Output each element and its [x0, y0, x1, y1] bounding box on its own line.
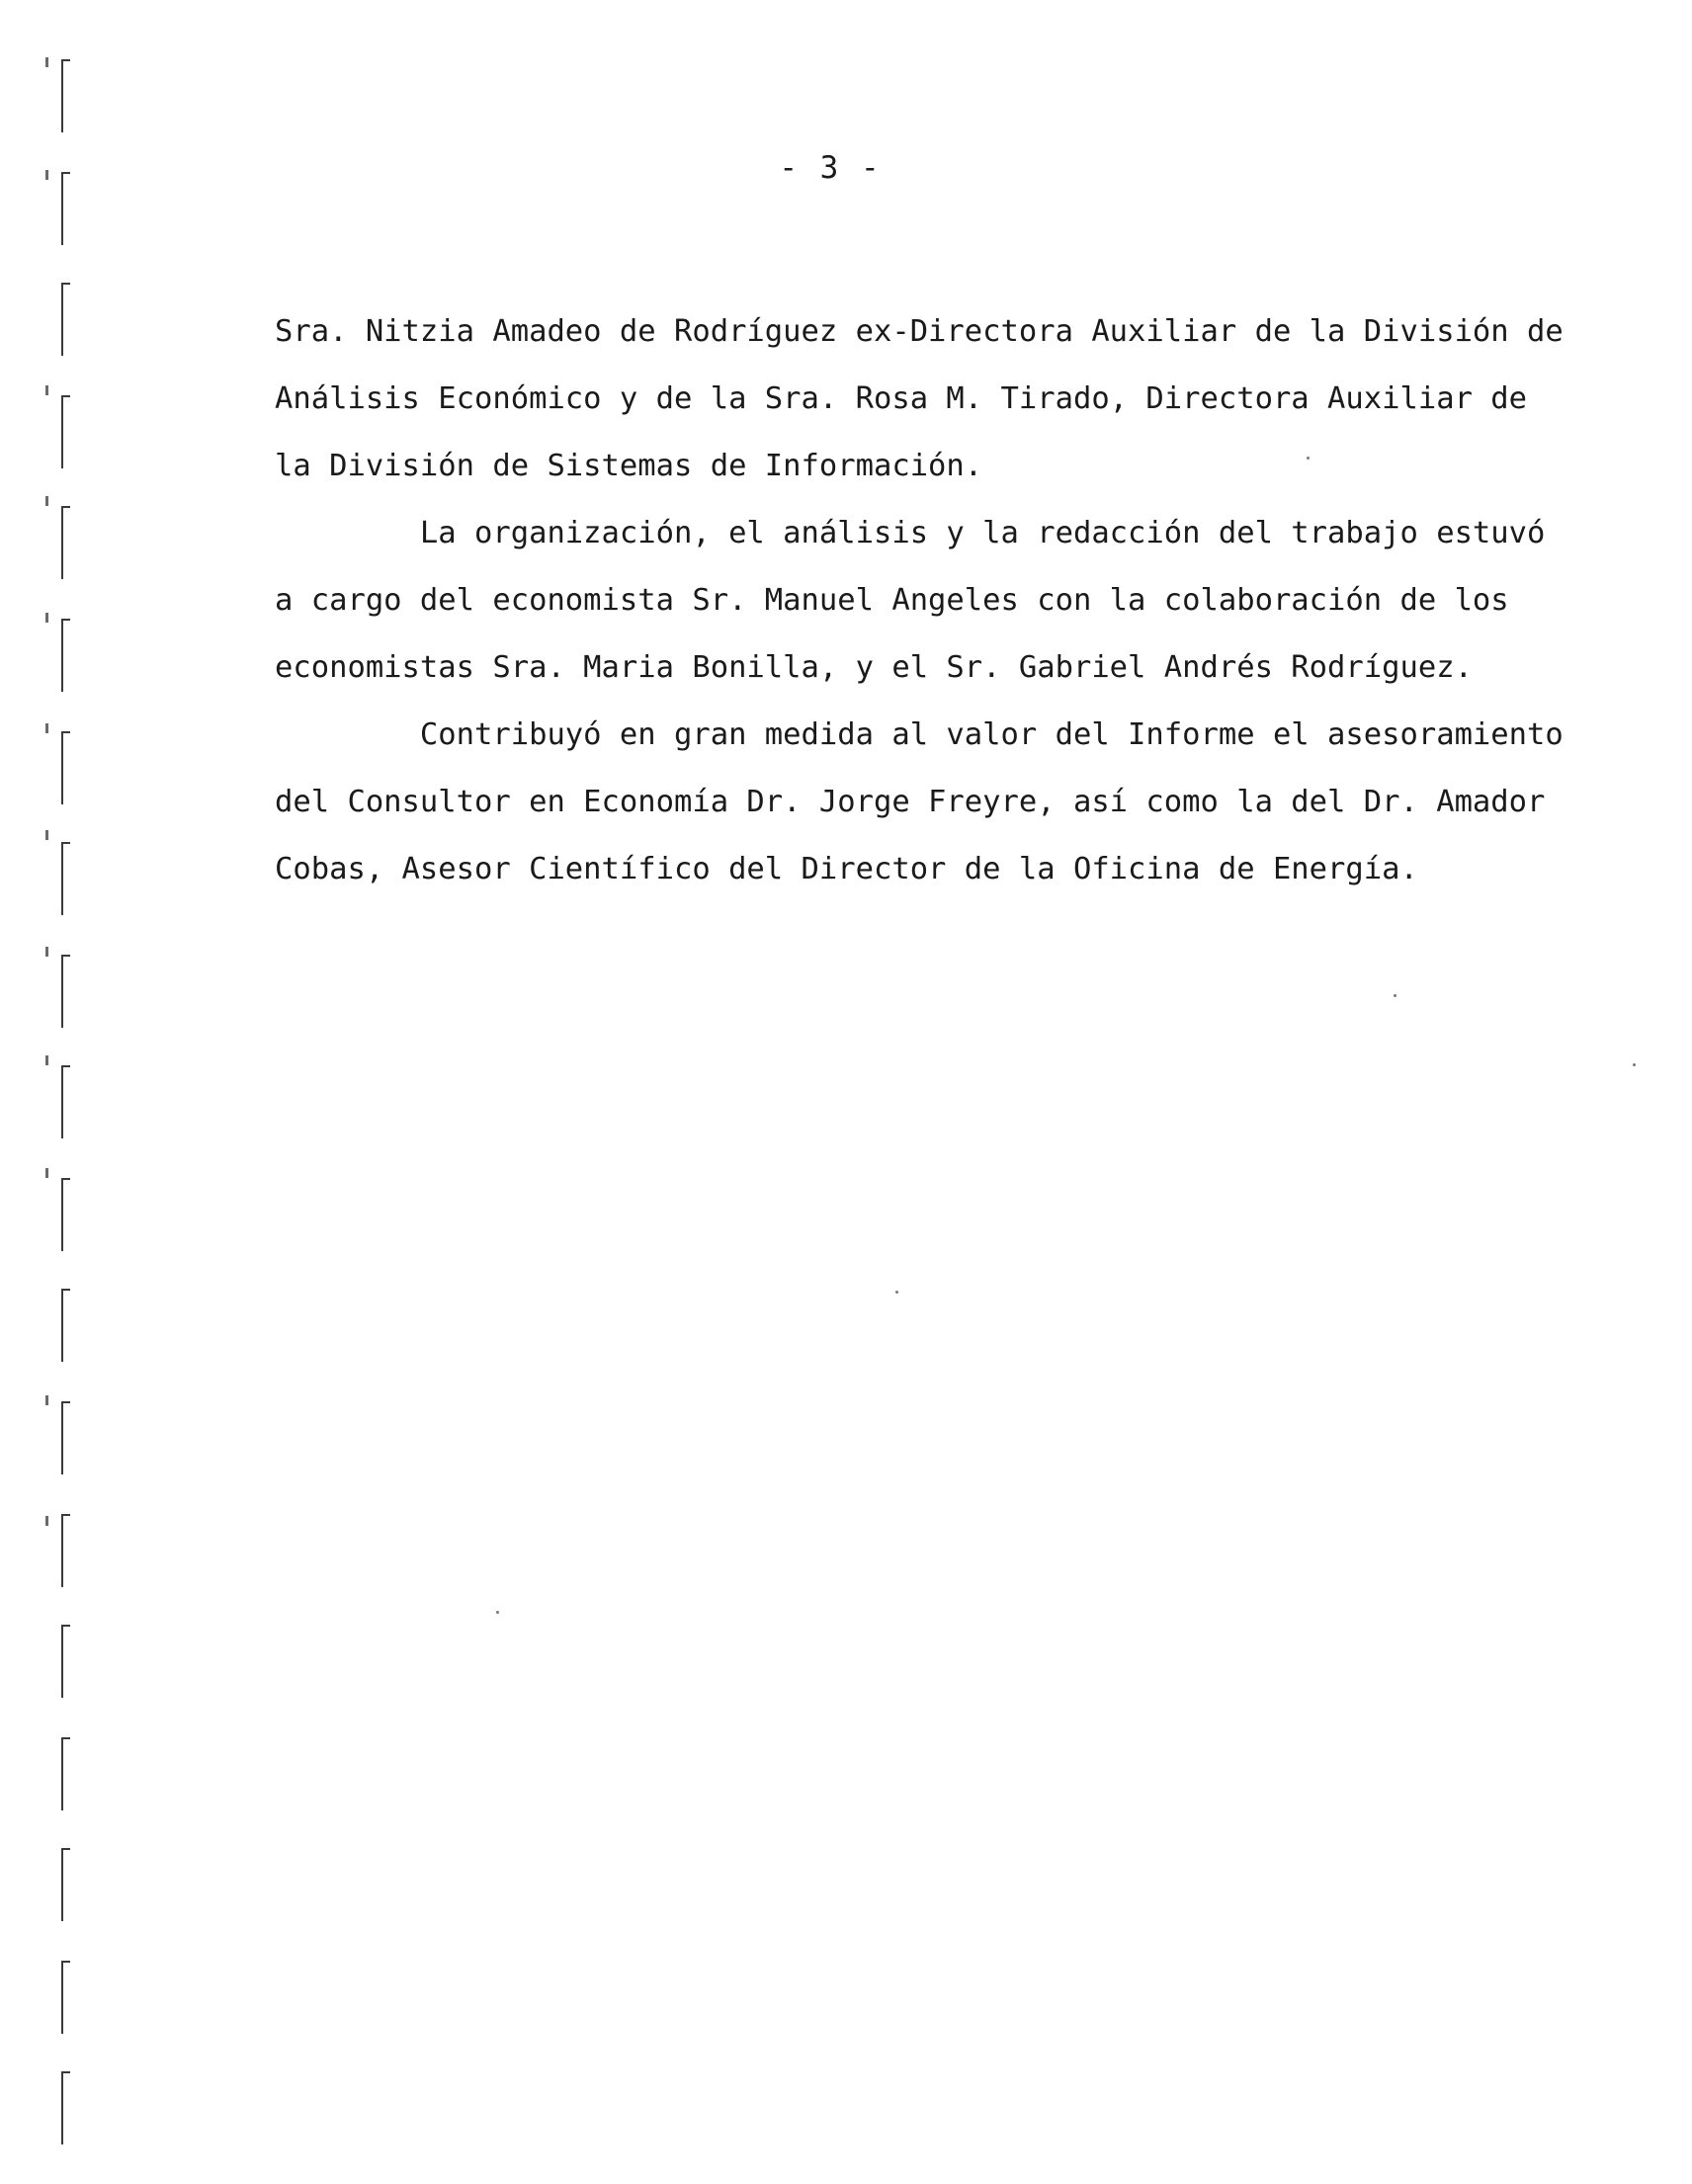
binding-mark	[61, 1848, 70, 1921]
text-line: Cobas, Asesor Científico del Director de la Oficina de Energía.	[275, 852, 1418, 886]
binding-mark	[61, 2071, 70, 2144]
binding-dot	[45, 613, 48, 623]
binding-dot	[45, 830, 48, 840]
body-text	[275, 298, 1564, 903]
binding-mark	[61, 842, 70, 915]
text-line: economistas Sra. Maria Bonilla, y el Sr. Gabriel Andrés Rodríguez.	[275, 650, 1473, 685]
scan-speck	[496, 1611, 499, 1614]
binding-mark	[61, 1961, 70, 2034]
binding-dot	[45, 1395, 48, 1405]
text-line: Análisis Económico y de la Sra. Rosa M. Tirado, Directora Auxiliar de	[275, 381, 1528, 416]
binding-edge-marks	[40, 49, 79, 2144]
binding-mark	[61, 1737, 70, 1810]
scan-speck	[895, 1291, 898, 1294]
binding-dot	[45, 723, 48, 733]
binding-mark	[61, 1514, 70, 1587]
binding-dot	[45, 1055, 48, 1065]
binding-mark	[61, 506, 70, 579]
scan-speck	[1394, 994, 1396, 997]
text-line: la División de Sistemas de Información.	[275, 449, 983, 483]
binding-dot	[45, 1168, 48, 1178]
scan-speck	[1633, 1063, 1636, 1066]
binding-mark	[61, 731, 70, 804]
binding-mark	[61, 619, 70, 692]
binding-mark	[61, 1065, 70, 1138]
binding-dot	[45, 1516, 48, 1526]
binding-mark	[61, 59, 70, 132]
binding-mark	[61, 1178, 70, 1251]
binding-dot	[45, 57, 48, 67]
binding-mark	[61, 1401, 70, 1474]
binding-mark	[61, 1289, 70, 1362]
binding-dot	[45, 385, 48, 395]
binding-mark	[61, 395, 70, 468]
text-line: del Consultor en Economía Dr. Jorge Freyre, así como la del Dr. Amador	[275, 785, 1546, 819]
binding-dot	[45, 947, 48, 957]
text-line: a cargo del economista Sr. Manuel Angeles con la colaboración de los	[275, 583, 1509, 618]
binding-dot	[45, 496, 48, 506]
binding-mark	[61, 955, 70, 1028]
text-line: Sra. Nitzia Amadeo de Rodríguez ex-Directora Auxiliar de la División de	[275, 314, 1564, 349]
binding-mark	[61, 283, 70, 356]
binding-mark	[61, 1625, 70, 1698]
page-number: - 3 -	[779, 150, 882, 186]
text-line: Contribuyó en gran medida al valor del Informe el asesoramiento	[275, 717, 1564, 752]
text-line: La organización, el análisis y la redacción del trabajo estuvó	[275, 516, 1546, 550]
